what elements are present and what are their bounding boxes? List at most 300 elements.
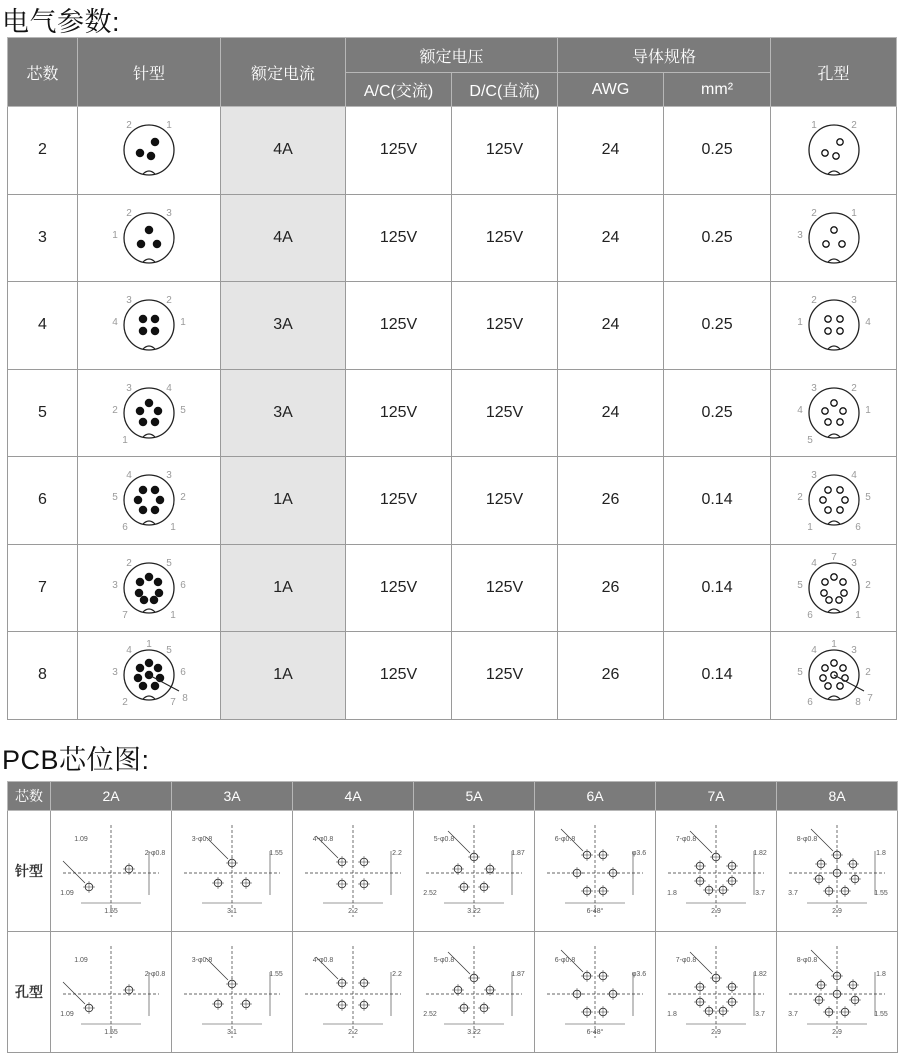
socket-contact <box>836 683 842 689</box>
socket-contact <box>840 590 846 596</box>
cell-cores: 4 <box>8 282 78 370</box>
cell-mm2: 0.25 <box>664 282 771 370</box>
dimension-label: 4-φ0.8 <box>312 836 334 843</box>
pin-number-label: 8 <box>182 693 188 705</box>
pin-number-label: 1 <box>796 317 803 329</box>
dimension-label: φ3.6 <box>631 971 647 978</box>
socket-contact <box>830 400 836 406</box>
pin-number-label: 1 <box>166 120 172 132</box>
dimension-label: 1.8 <box>667 890 677 897</box>
pcb-cell-socket-3 <box>172 932 293 1053</box>
socket-pcb-diagram <box>176 936 288 1048</box>
socket-contact <box>819 497 825 503</box>
dimension-label: 3.7 <box>755 890 765 897</box>
cell-cores: 6 <box>8 457 78 545</box>
cell-awg: 24 <box>558 194 664 282</box>
socket-diagram <box>779 110 889 190</box>
pin-number-label: 7 <box>830 551 837 563</box>
cell-awg: 26 <box>558 632 664 720</box>
pin-contact <box>139 328 146 335</box>
pin-number-label: 5 <box>112 492 118 504</box>
pin-number-label: 6 <box>854 522 861 534</box>
dimension-label: 7-φ0.8 <box>675 836 697 843</box>
socket-contact <box>830 574 836 580</box>
socket-contact <box>841 675 847 681</box>
pin-number-label: 5 <box>864 492 871 504</box>
cell-socket <box>771 632 897 720</box>
pcb-header-col: 3A <box>172 782 293 811</box>
dimension-label: 2.52 <box>423 890 437 897</box>
socket-contact <box>825 597 831 603</box>
dimension-label: 2.9 <box>832 908 842 915</box>
table-row <box>8 107 897 195</box>
cell-cores: 3 <box>8 194 78 282</box>
pin-number-label: 3 <box>810 470 817 482</box>
dimension-label: 1.87 <box>511 971 525 978</box>
pin-number-label: 4 <box>796 404 803 416</box>
pin-contact <box>139 683 146 690</box>
socket-contact <box>824 507 830 513</box>
dimension-label: 2.9 <box>711 1029 721 1036</box>
cell-mm2: 0.25 <box>664 194 771 282</box>
socket-contact <box>821 150 827 156</box>
cell-ac: 125V <box>346 457 452 545</box>
pin-contact <box>139 507 146 514</box>
pin-contact <box>155 589 162 596</box>
cell-pin <box>78 544 221 632</box>
pin-contact <box>134 497 141 504</box>
cell-pin <box>78 282 221 370</box>
dimension-label: 1.8 <box>667 1011 677 1018</box>
dimension-label: 1.55 <box>874 890 888 897</box>
pin-contact <box>139 418 146 425</box>
pin-contact <box>139 487 146 494</box>
pin-number-label: 3 <box>112 579 118 591</box>
socket-contact <box>835 597 841 603</box>
pin-number-label: 2 <box>126 557 132 569</box>
cell-pin <box>78 369 221 457</box>
table-row <box>8 194 897 282</box>
pin-pcb-diagram <box>176 815 288 927</box>
pin-number-label: 2 <box>126 207 132 219</box>
dimension-label: 2-φ0.8 <box>144 850 166 857</box>
pin-number-label: 2 <box>126 120 132 132</box>
cell-cores: 7 <box>8 544 78 632</box>
pin-number-label: 1 <box>806 522 813 534</box>
cell-current: 3A <box>221 282 346 370</box>
socket-contact <box>839 579 845 585</box>
pin-number-label: 7 <box>122 609 128 621</box>
pin-diagram <box>94 635 204 715</box>
pin-contact <box>151 683 158 690</box>
pin-number-label: 4 <box>850 470 857 482</box>
socket-contact <box>821 408 827 414</box>
table-row <box>8 369 897 457</box>
socket-contact <box>836 507 842 513</box>
socket-contact <box>824 316 830 322</box>
pin-contact <box>154 578 161 585</box>
pin-contact <box>139 316 146 323</box>
cell-socket <box>771 369 897 457</box>
pin-contact <box>136 665 143 672</box>
cell-current: 1A <box>221 457 346 545</box>
pin-number-label: 6 <box>806 697 813 709</box>
section-title-pcb: PCB芯位图: <box>2 745 150 775</box>
socket-diagram <box>779 198 889 278</box>
socket-pcb-diagram <box>55 936 167 1048</box>
socket-contact <box>836 487 842 493</box>
pin-number-label: 4 <box>864 317 871 329</box>
section-title-electrical: 电气参数: <box>2 7 121 37</box>
dimension-label: 1.87 <box>511 850 525 857</box>
pin-contact <box>154 407 161 414</box>
pin-contact <box>145 399 152 406</box>
cell-pin <box>78 107 221 195</box>
dimension-label: 8-φ0.8 <box>796 836 818 843</box>
dimension-label: 1.8 <box>876 850 886 857</box>
cell-awg: 26 <box>558 544 664 632</box>
table-row <box>8 544 897 632</box>
dimension-label: 6-48° <box>586 908 604 915</box>
pin-number-label: 1 <box>170 522 176 534</box>
pin-number-label: 2 <box>864 667 871 679</box>
pcb-header-corner: 芯数 <box>8 782 51 811</box>
socket-contact <box>830 227 836 233</box>
pin-contact <box>156 497 163 504</box>
pcb-header-col: 4A <box>293 782 414 811</box>
dimension-label: 5-φ0.8 <box>433 836 455 843</box>
socket-contact <box>824 487 830 493</box>
socket-pcb-diagram <box>297 936 409 1048</box>
pcb-cell-socket-5 <box>414 932 535 1053</box>
cell-mm2: 0.14 <box>664 457 771 545</box>
electrical-params-table <box>7 37 897 720</box>
pin-number-label: 4 <box>166 382 172 394</box>
socket-contact <box>838 241 844 247</box>
pcb-row-label-socket: 孔型 <box>8 932 51 1053</box>
cell-awg: 24 <box>558 369 664 457</box>
pcb-cell-pin-6 <box>535 811 656 932</box>
cell-pin <box>78 457 221 545</box>
socket-contact <box>821 665 827 671</box>
dimension-label: 3.1 <box>227 1029 237 1036</box>
pin-number-label: 2 <box>166 295 172 307</box>
pin-number-label: 4 <box>810 645 817 657</box>
dimension-label: 1.55 <box>104 1029 118 1036</box>
dimension-label: 3-φ0.8 <box>191 957 213 964</box>
dimension-label: 1.09 <box>74 836 88 843</box>
socket-contact <box>836 316 842 322</box>
cell-cores: 2 <box>8 107 78 195</box>
cell-pin <box>78 632 221 720</box>
pin-number-label: 1 <box>122 434 128 446</box>
socket-contact <box>832 153 838 159</box>
socket-contact <box>836 419 842 425</box>
dimension-label: 3.7 <box>788 890 798 897</box>
dimension-label: 5-φ0.8 <box>433 957 455 964</box>
pcb-header-col: 2A <box>51 782 172 811</box>
socket-diagram <box>779 460 889 540</box>
socket-diagram <box>779 548 889 628</box>
header-voltage: 额定电压 <box>346 38 558 73</box>
pin-number-label: 2 <box>810 295 817 307</box>
cell-awg: 26 <box>558 457 664 545</box>
header-mm2: mm² <box>664 73 771 107</box>
pin-contact <box>135 589 142 596</box>
cell-mm2: 0.14 <box>664 544 771 632</box>
pcb-cell-socket-4 <box>293 932 414 1053</box>
pin-number-label: 8 <box>854 697 861 709</box>
dimension-label: 3.22 <box>467 1029 481 1036</box>
pin-number-label: 6 <box>180 579 186 591</box>
pin-diagram <box>94 548 204 628</box>
pin-number-label: 3 <box>810 382 817 394</box>
cell-ac: 125V <box>346 544 452 632</box>
pin-pcb-diagram <box>660 815 772 927</box>
pin-number-label: 4 <box>810 557 817 569</box>
pin-number-label: 4 <box>126 470 132 482</box>
cell-dc: 125V <box>452 457 558 545</box>
socket-diagram <box>779 373 889 453</box>
cell-mm2: 0.14 <box>664 632 771 720</box>
socket-contact <box>841 497 847 503</box>
pin-diagram <box>94 198 204 278</box>
pcb-header-col: 8A <box>777 782 898 811</box>
pin-pcb-diagram <box>418 815 530 927</box>
cell-ac: 125V <box>346 282 452 370</box>
pin-number-label: 3 <box>850 295 857 307</box>
cell-current: 4A <box>221 107 346 195</box>
pin-contact <box>145 226 152 233</box>
dimension-label: 3.1 <box>227 908 237 915</box>
pin-number-label: 3 <box>126 382 132 394</box>
dimension-label: 2.2 <box>392 971 402 978</box>
dimension-label: 3-φ0.8 <box>191 836 213 843</box>
pin-number-label: 5 <box>806 434 813 446</box>
socket-contact <box>822 241 828 247</box>
pin-number-label: 1 <box>170 609 176 621</box>
dimension-label: 2-φ0.8 <box>144 971 166 978</box>
dimension-label: 1.55 <box>104 908 118 915</box>
dimension-label: 6-φ0.8 <box>554 957 576 964</box>
cell-ac: 125V <box>346 107 452 195</box>
cell-socket <box>771 107 897 195</box>
cell-socket <box>771 282 897 370</box>
table-row <box>8 282 897 370</box>
pin-contact <box>151 328 158 335</box>
header-current: 额定电流 <box>221 38 346 107</box>
pin-number-label: 1 <box>850 207 857 219</box>
pin-number-label: 1 <box>180 317 186 329</box>
pin-pcb-diagram <box>539 815 651 927</box>
dimension-label: 1.82 <box>753 971 767 978</box>
cell-ac: 125V <box>346 369 452 457</box>
pin-contact <box>145 573 152 580</box>
dimension-label: 2.52 <box>423 1011 437 1018</box>
dimension-label: 2.2 <box>348 1029 358 1036</box>
dimension-label: 3.7 <box>755 1011 765 1018</box>
pin-number-label: 1 <box>830 639 837 651</box>
dimension-label: 1.55 <box>269 971 283 978</box>
dimension-label: 6-48° <box>586 1029 604 1036</box>
pcb-cell-pin-2 <box>51 811 172 932</box>
dimension-label: 1.82 <box>753 850 767 857</box>
pin-contact <box>147 153 154 160</box>
dimension-label: 2.2 <box>348 908 358 915</box>
pcb-layout-table <box>7 781 898 1053</box>
pin-number-label: 4 <box>112 317 118 329</box>
socket-contact <box>836 139 842 145</box>
dimension-label: 1.09 <box>60 1011 74 1018</box>
pcb-header-col: 5A <box>414 782 535 811</box>
cell-dc: 125V <box>452 544 558 632</box>
cell-current: 3A <box>221 369 346 457</box>
cell-ac: 125V <box>346 194 452 282</box>
dimension-label: 1.09 <box>74 957 88 964</box>
socket-pcb-diagram <box>539 936 651 1048</box>
cell-dc: 125V <box>452 282 558 370</box>
pin-number-label: 3 <box>166 207 172 219</box>
header-awg: AWG <box>558 73 664 107</box>
dimension-label: 1.55 <box>269 850 283 857</box>
socket-contact <box>839 408 845 414</box>
pin-number-label: 2 <box>122 697 128 709</box>
pcb-cell-socket-6 <box>535 932 656 1053</box>
header-ac: A/C(交流) <box>346 73 452 107</box>
dimension-label: 1.55 <box>874 1011 888 1018</box>
cell-socket <box>771 457 897 545</box>
table-row <box>8 457 897 545</box>
pin-contact <box>153 240 160 247</box>
cell-dc: 125V <box>452 194 558 282</box>
cell-cores: 5 <box>8 369 78 457</box>
socket-contact <box>824 328 830 334</box>
pin-number-label: 3 <box>850 557 857 569</box>
cell-current: 1A <box>221 632 346 720</box>
pin-number-label: 5 <box>180 404 186 416</box>
pin-number-label: 2 <box>850 120 857 132</box>
dimension-label: 3.7 <box>788 1011 798 1018</box>
pin-number-label: 2 <box>112 404 118 416</box>
socket-contact <box>821 579 827 585</box>
pin-contact <box>136 407 143 414</box>
pin-contact <box>151 316 158 323</box>
dimension-label: 7-φ0.8 <box>675 957 697 964</box>
header-dc: D/C(直流) <box>452 73 558 107</box>
header-cores: 芯数 <box>8 38 78 107</box>
pin-contact <box>151 139 158 146</box>
pin-number-label: 1 <box>864 404 871 416</box>
pin-diagram <box>94 373 204 453</box>
pcb-cell-pin-4 <box>293 811 414 932</box>
header-socket: 孔型 <box>771 38 897 107</box>
pin-contact <box>151 418 158 425</box>
pcb-cell-socket-7 <box>656 932 777 1053</box>
dimension-label: 2.2 <box>392 850 402 857</box>
pin-number-label: 1 <box>146 639 152 651</box>
pin-number-label: 2 <box>796 492 803 504</box>
pcb-cell-socket-8 <box>777 932 898 1053</box>
pin-number-label: 6 <box>180 667 186 679</box>
pin-number-label: 7 <box>866 693 873 705</box>
pin-number-label: 3 <box>112 667 118 679</box>
dimension-label: 4-φ0.8 <box>312 957 334 964</box>
socket-contact <box>836 328 842 334</box>
socket-contact <box>820 590 826 596</box>
socket-diagram <box>779 285 889 365</box>
socket-contact <box>830 660 836 666</box>
cell-cores: 8 <box>8 632 78 720</box>
pin-contact <box>137 240 144 247</box>
pin-number-label: 5 <box>166 557 172 569</box>
dimension-label: 2.9 <box>711 908 721 915</box>
pin-number-label: 7 <box>170 697 176 709</box>
pin-contact <box>151 487 158 494</box>
header-pin: 针型 <box>78 38 221 107</box>
pin-number-label: 3 <box>850 645 857 657</box>
pcb-header-col: 6A <box>535 782 656 811</box>
pin-number-label: 2 <box>810 207 817 219</box>
cell-socket <box>771 544 897 632</box>
cell-current: 1A <box>221 544 346 632</box>
header-conductor: 导体规格 <box>558 38 771 73</box>
pin-contact <box>136 150 143 157</box>
pin-contact <box>140 596 147 603</box>
dimension-label: φ3.6 <box>631 850 647 857</box>
pin-number-label: 6 <box>806 609 813 621</box>
pin-number-label: 2 <box>850 382 857 394</box>
pin-number-label: 2 <box>180 492 186 504</box>
cell-mm2: 0.25 <box>664 107 771 195</box>
dimension-label: 1.09 <box>60 890 74 897</box>
pin-contact <box>154 665 161 672</box>
cell-awg: 24 <box>558 107 664 195</box>
cell-pin <box>78 194 221 282</box>
cell-ac: 125V <box>346 632 452 720</box>
pin-number-label: 4 <box>126 645 132 657</box>
pin-number-label: 5 <box>796 667 803 679</box>
socket-pcb-diagram <box>418 936 530 1048</box>
cell-current: 4A <box>221 194 346 282</box>
pcb-cell-pin-8 <box>777 811 898 932</box>
pin-number-label: 3 <box>796 229 803 241</box>
pin-pcb-diagram <box>781 815 893 927</box>
pin-contact <box>151 507 158 514</box>
pin-pcb-diagram <box>55 815 167 927</box>
cell-awg: 24 <box>558 282 664 370</box>
pin-number-label: 6 <box>122 522 128 534</box>
dimension-label: 8-φ0.8 <box>796 957 818 964</box>
dimension-label: 3.22 <box>467 908 481 915</box>
cell-dc: 125V <box>452 107 558 195</box>
pin-number-label: 3 <box>166 470 172 482</box>
pin-number-label: 5 <box>796 579 803 591</box>
pin-diagram <box>94 110 204 190</box>
cell-dc: 125V <box>452 369 558 457</box>
socket-pcb-diagram <box>781 936 893 1048</box>
dimension-label: 2.9 <box>832 1029 842 1036</box>
pin-number-label: 3 <box>126 295 132 307</box>
socket-diagram <box>779 635 889 715</box>
cell-dc: 125V <box>452 632 558 720</box>
pin-number-label: 1 <box>112 229 118 241</box>
pcb-header-col: 7A <box>656 782 777 811</box>
cell-socket <box>771 194 897 282</box>
socket-contact <box>824 419 830 425</box>
pin-contact <box>136 578 143 585</box>
socket-contact <box>819 675 825 681</box>
pin-number-label: 1 <box>854 609 861 621</box>
